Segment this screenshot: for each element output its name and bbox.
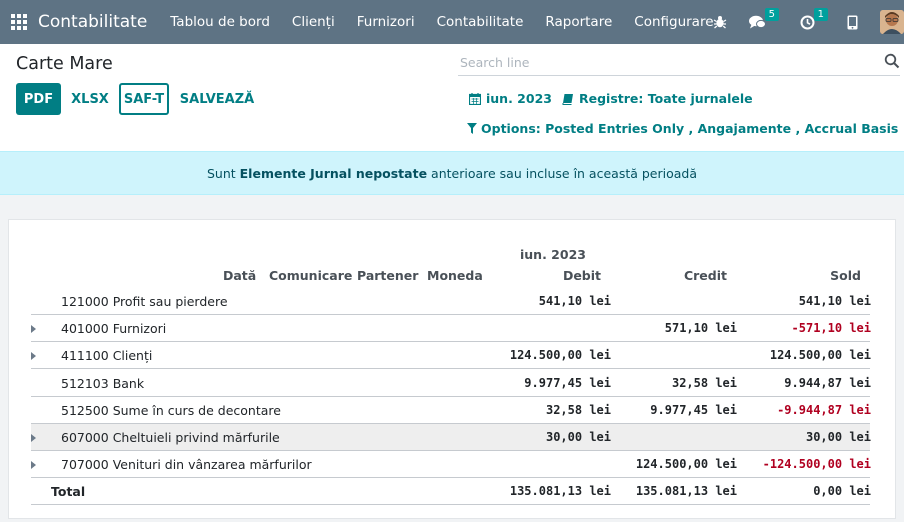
xlsx-button[interactable]: XLSX	[71, 91, 109, 107]
credit-cell: 124.500,00 lei	[635, 457, 737, 472]
account-name: 512500 Sume în curs de decontare	[61, 402, 281, 418]
balance-cell: 124.500,00 lei	[769, 348, 871, 363]
account-name: 411100 Clienți	[61, 348, 153, 364]
credit-cell: 9.977,45 lei	[650, 402, 737, 417]
account-row[interactable]	[31, 397, 870, 424]
date-filter-label: iun. 2023	[486, 91, 552, 106]
pdf-button[interactable]: PDF	[16, 83, 61, 115]
credit-cell: 571,10 lei	[664, 321, 737, 336]
top-navbar	[0, 0, 904, 44]
account-row[interactable]	[31, 424, 870, 451]
expand-caret-icon[interactable]	[31, 352, 36, 360]
calendar-icon	[469, 93, 481, 105]
control-panel	[0, 44, 904, 152]
account-row[interactable]	[31, 342, 870, 369]
debit-cell: 541,10 lei	[538, 294, 611, 308]
main-menu	[159, 14, 724, 30]
user-avatar[interactable]	[880, 10, 904, 34]
account-row[interactable]	[31, 451, 870, 478]
total-balance: 0,00 lei	[813, 484, 871, 498]
account-name: 512103 Bank	[61, 375, 145, 391]
general-ledger-report	[8, 219, 896, 519]
expand-caret-icon[interactable]	[31, 434, 36, 442]
save-button[interactable]: SALVEAZĂ	[179, 91, 255, 107]
unposted-entries-link[interactable]: Elemente Jurnal nepostate	[239, 165, 428, 181]
menu-tablou-de-bord[interactable]: Tablou de bord	[170, 14, 270, 30]
apps-menu-icon[interactable]	[11, 14, 27, 30]
bug-icon[interactable]	[713, 15, 727, 29]
saft-button[interactable]: SAF-T	[119, 83, 169, 115]
options-filter[interactable]	[467, 121, 898, 136]
navbar-systray	[713, 0, 904, 44]
total-credit: 135.081,13 lei	[635, 484, 737, 498]
activities-badge: 1	[814, 8, 828, 21]
col-header-data[interactable]: Dată	[223, 268, 257, 283]
journal-filter[interactable]	[562, 91, 753, 106]
account-name: 401000 Furnizori	[61, 321, 167, 337]
account-name: 707000 Venituri din vânzarea mărfurilor	[61, 457, 312, 473]
menu-contabilitate[interactable]: Contabilitate	[436, 14, 524, 30]
col-header-credit[interactable]: Credit	[683, 268, 727, 283]
total-debit: 135.081,13 lei	[509, 484, 611, 498]
debit-cell: 32,58 lei	[545, 402, 611, 417]
filter-icon	[467, 123, 477, 134]
balance-cell: -124.500,00 lei	[762, 457, 871, 472]
account-row[interactable]	[31, 370, 870, 397]
search-input[interactable]	[460, 52, 880, 72]
total-row	[31, 478, 870, 505]
col-header-comunicare[interactable]: Comunicare	[269, 268, 353, 283]
col-header-partener[interactable]: Partener	[357, 268, 419, 283]
period-header: iun. 2023	[520, 247, 586, 262]
expand-caret-icon[interactable]	[31, 325, 36, 333]
menu-furnizori[interactable]: Furnizori	[356, 14, 415, 30]
menu-clienti[interactable]: Clienți	[291, 14, 335, 30]
total-label: Total	[51, 484, 86, 499]
balance-cell: 30,00 lei	[805, 430, 871, 444]
balance-cell: -9.944,87 lei	[777, 402, 871, 417]
balance-cell: 541,10 lei	[798, 294, 871, 308]
balance-cell: -571,10 lei	[791, 321, 871, 336]
search-bar	[458, 50, 900, 76]
balance-cell: 9.944,87 lei	[784, 375, 871, 390]
journal-filter-label: Registre: Toate jurnalele	[579, 91, 753, 106]
clock-icon[interactable]	[800, 8, 824, 30]
menu-raportare[interactable]: Raportare	[545, 14, 613, 30]
alert-suffix: anterioare sau incluse în această perioadă	[427, 165, 698, 181]
date-filter[interactable]	[469, 91, 552, 106]
menu-configurare[interactable]: Configurare	[634, 14, 714, 30]
unposted-entries-alert	[0, 151, 904, 195]
book-icon	[562, 93, 574, 105]
col-header-sold[interactable]: Sold	[830, 268, 861, 283]
account-row[interactable]	[31, 315, 870, 342]
app-name[interactable]: Contabilitate	[38, 12, 148, 32]
debit-cell: 30,00 lei	[545, 430, 611, 444]
debit-cell: 124.500,00 lei	[509, 348, 611, 363]
account-name: 607000 Cheltuieli privind mărfurile	[61, 430, 280, 445]
credit-cell: 32,58 lei	[671, 375, 737, 390]
page-title: Carte Mare	[16, 54, 113, 74]
messages-badge: 5	[765, 8, 779, 21]
expand-caret-icon[interactable]	[31, 461, 36, 469]
debit-cell: 9.977,45 lei	[524, 375, 611, 390]
col-header-moneda[interactable]: Moneda	[427, 268, 483, 283]
account-name: 121000 Profit sau pierdere	[61, 294, 228, 309]
phone-icon[interactable]	[847, 15, 858, 30]
chat-icon[interactable]	[749, 8, 775, 30]
search-icon[interactable]	[884, 53, 900, 69]
alert-prefix: Sunt	[206, 165, 240, 181]
account-row[interactable]	[31, 288, 870, 315]
col-header-debit[interactable]: Debit	[562, 268, 601, 283]
options-filter-label: Options: Posted Entries Only , Angajamente , Accrual Basis	[481, 121, 899, 136]
